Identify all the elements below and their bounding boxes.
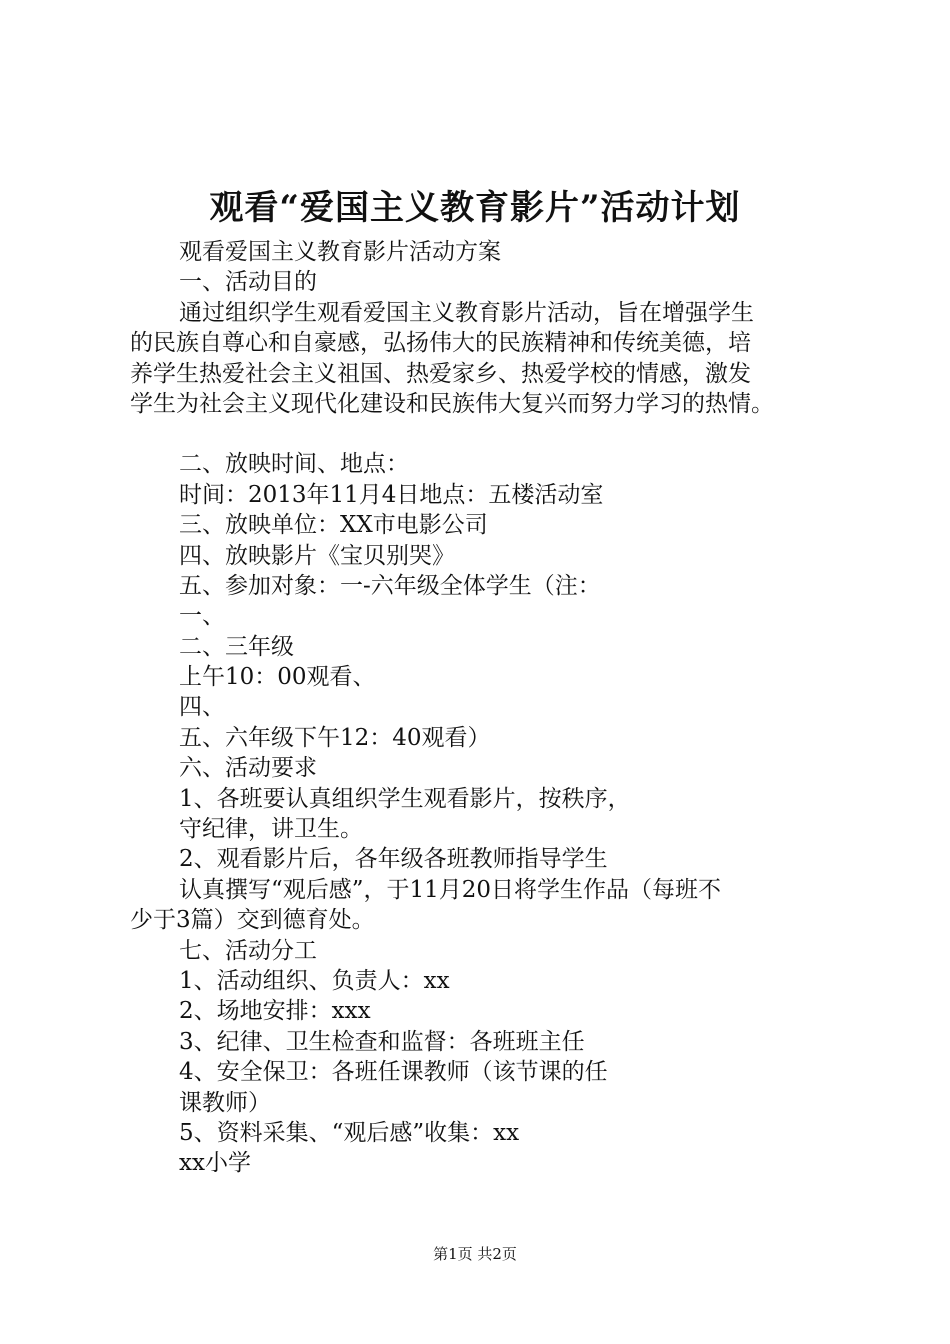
text-line-section-5: 五、参加对象：一-六年级全体学生（注： [179,572,601,599]
page-footer: 第1页 共2页 [433,1245,517,1263]
text-line-grade-2-3: 二、三年级 [179,633,294,660]
text-line-grade-1: 一、 [179,603,225,630]
text-line-section-6: 六、活动要求 [179,755,317,782]
text-line-purpose-3: 养学生热爱社会主义祖国、热爱家乡、热爱学校的情感，激发 [130,360,751,387]
text-line-grade-5-6: 五、六年级下午12：40观看） [179,724,491,751]
text-line-duty-1: 1、活动组织、负责人：xx [179,967,450,994]
text-line-duty-4b: 课教师） [179,1089,271,1116]
text-line-purpose-4: 学生为社会主义现代化建设和民族伟大复兴而努力学习的热情。 [130,390,774,417]
text-line-grade-4: 四、 [179,694,225,721]
text-line-school: xx小学 [179,1150,251,1177]
text-line-morning: 上午10：00观看、 [179,664,376,691]
text-line-requirement-1b: 守纪律，讲卫生。 [179,816,363,843]
text-line-time-place: 时间：2013年11月4日地点：五楼活动室 [179,481,604,508]
text-line-requirement-1a: 1、各班要认真组织学生观看影片，按秩序， [179,785,631,812]
text-line-purpose-2: 的民族自尊心和自豪感，弘扬伟大的民族精神和传统美德，培 [130,330,751,357]
text-line-duty-5: 5、资料采集、“观后感”收集：xx [179,1119,520,1146]
text-line-requirement-2c: 少于3篇）交到德育处。 [130,907,375,934]
document-body [130,237,850,1179]
text-line-duty-2: 2、场地安排：xxx [179,998,371,1025]
text-line-section-2: 二、放映时间、地点： [179,451,409,478]
text-line-section-1: 一、活动目的 [179,269,317,296]
text-line-section-4: 四、放映影片《宝贝别哭》 [179,542,455,569]
text-line-duty-4a: 4、安全保卫：各班任课教师（该节课的任 [179,1059,608,1086]
text-line-requirement-2a: 2、观看影片后，各年级各班教师指导学生 [179,846,608,873]
text-line-duty-3: 3、纪律、卫生检查和监督：各班班主任 [179,1028,585,1055]
text-line-section-7: 七、活动分工 [179,937,317,964]
text-line-section-3: 三、放映单位：XX市电影公司 [179,512,488,539]
document-title: 观看“爱国主义教育影片”活动计划 [209,188,741,228]
text-line-requirement-2b: 认真撰写“观后感”，于11月20日将学生作品（每班不 [179,876,722,903]
text-line-purpose-1: 通过组织学生观看爱国主义教育影片活动，旨在增强学生 [179,299,754,326]
text-line-subtitle: 观看爱国主义教育影片活动方案 [179,239,501,265]
